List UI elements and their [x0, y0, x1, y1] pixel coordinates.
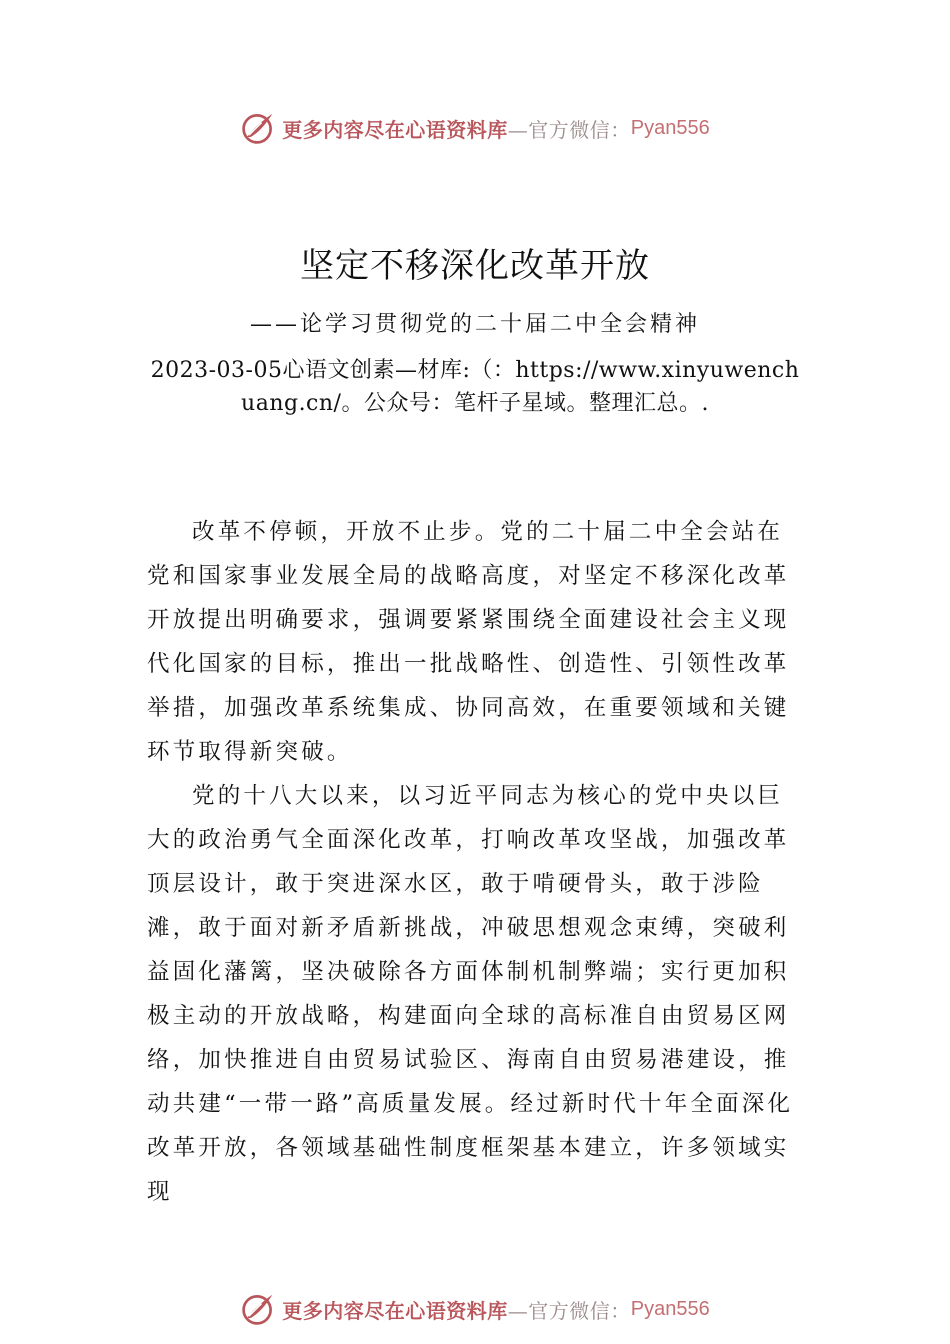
header-banner [0, 106, 950, 150]
article-title: 坚定不移深化改革开放 [300, 246, 650, 286]
footer-banner-account: Pyan556 [630, 1297, 710, 1320]
header-banner-wechat-label: —官方微信： [507, 117, 631, 142]
article-body [147, 510, 807, 1214]
header-banner-account: Pyan556 [630, 116, 710, 139]
footer-banner-library-text: 更多内容尽在心语资料库 [282, 1298, 508, 1323]
footer-banner-wechat-label: —官方微信： [507, 1298, 631, 1323]
quill-logo-icon [240, 1291, 276, 1327]
article-subtitle: ——论学习贯彻党的二十届二中全会精神 [249, 312, 700, 337]
article-paragraph: 党的十八大以来，以习近平同志为核心的党中央以巨大的政治勇气全面深化改革，打响改革攻坚战，加强改革顶层设计，敢于突进深水区，敢于啃硬骨头，敢于涉险滩，敢于面对新矛盾新挑战，冲破思想观念束缚，突破利益固化藩篱，坚决破除各方面体制机制弊端；实行更加积极主动的开放战略，构建面向全球的高标准自由贸易区网络，加快推进自由贸易试验区、海南自由贸易港建设，推动共建“一带一路”高质量发展。经过新时代十年全面深化改革开放，各领域基础性制度框架基本建立，许多领域实现 [147, 783, 794, 1205]
article-paragraph: 改革不停顿，开放不止步。党的二十届二中全会站在党和国家事业发展全局的战略高度，对坚定不移深化改革开放提出明确要求，强调要紧紧围绕全面建设社会主义现代化国家的目标，推出一批战略性、创造性、引领性改革举措，加强改革系统集成、协同高效，在重要领域和关键环节取得新突破。 [147, 519, 790, 765]
article-source-line: 2023-03-05心语文创素—材库:（：https://www.xinyuwenchuang.cn/。公众号：笔杆子星域。整理汇总。. [150, 358, 800, 416]
footer-banner [0, 1287, 950, 1331]
header-banner-library-text: 更多内容尽在心语资料库 [282, 117, 508, 142]
quill-logo-icon [240, 110, 276, 146]
